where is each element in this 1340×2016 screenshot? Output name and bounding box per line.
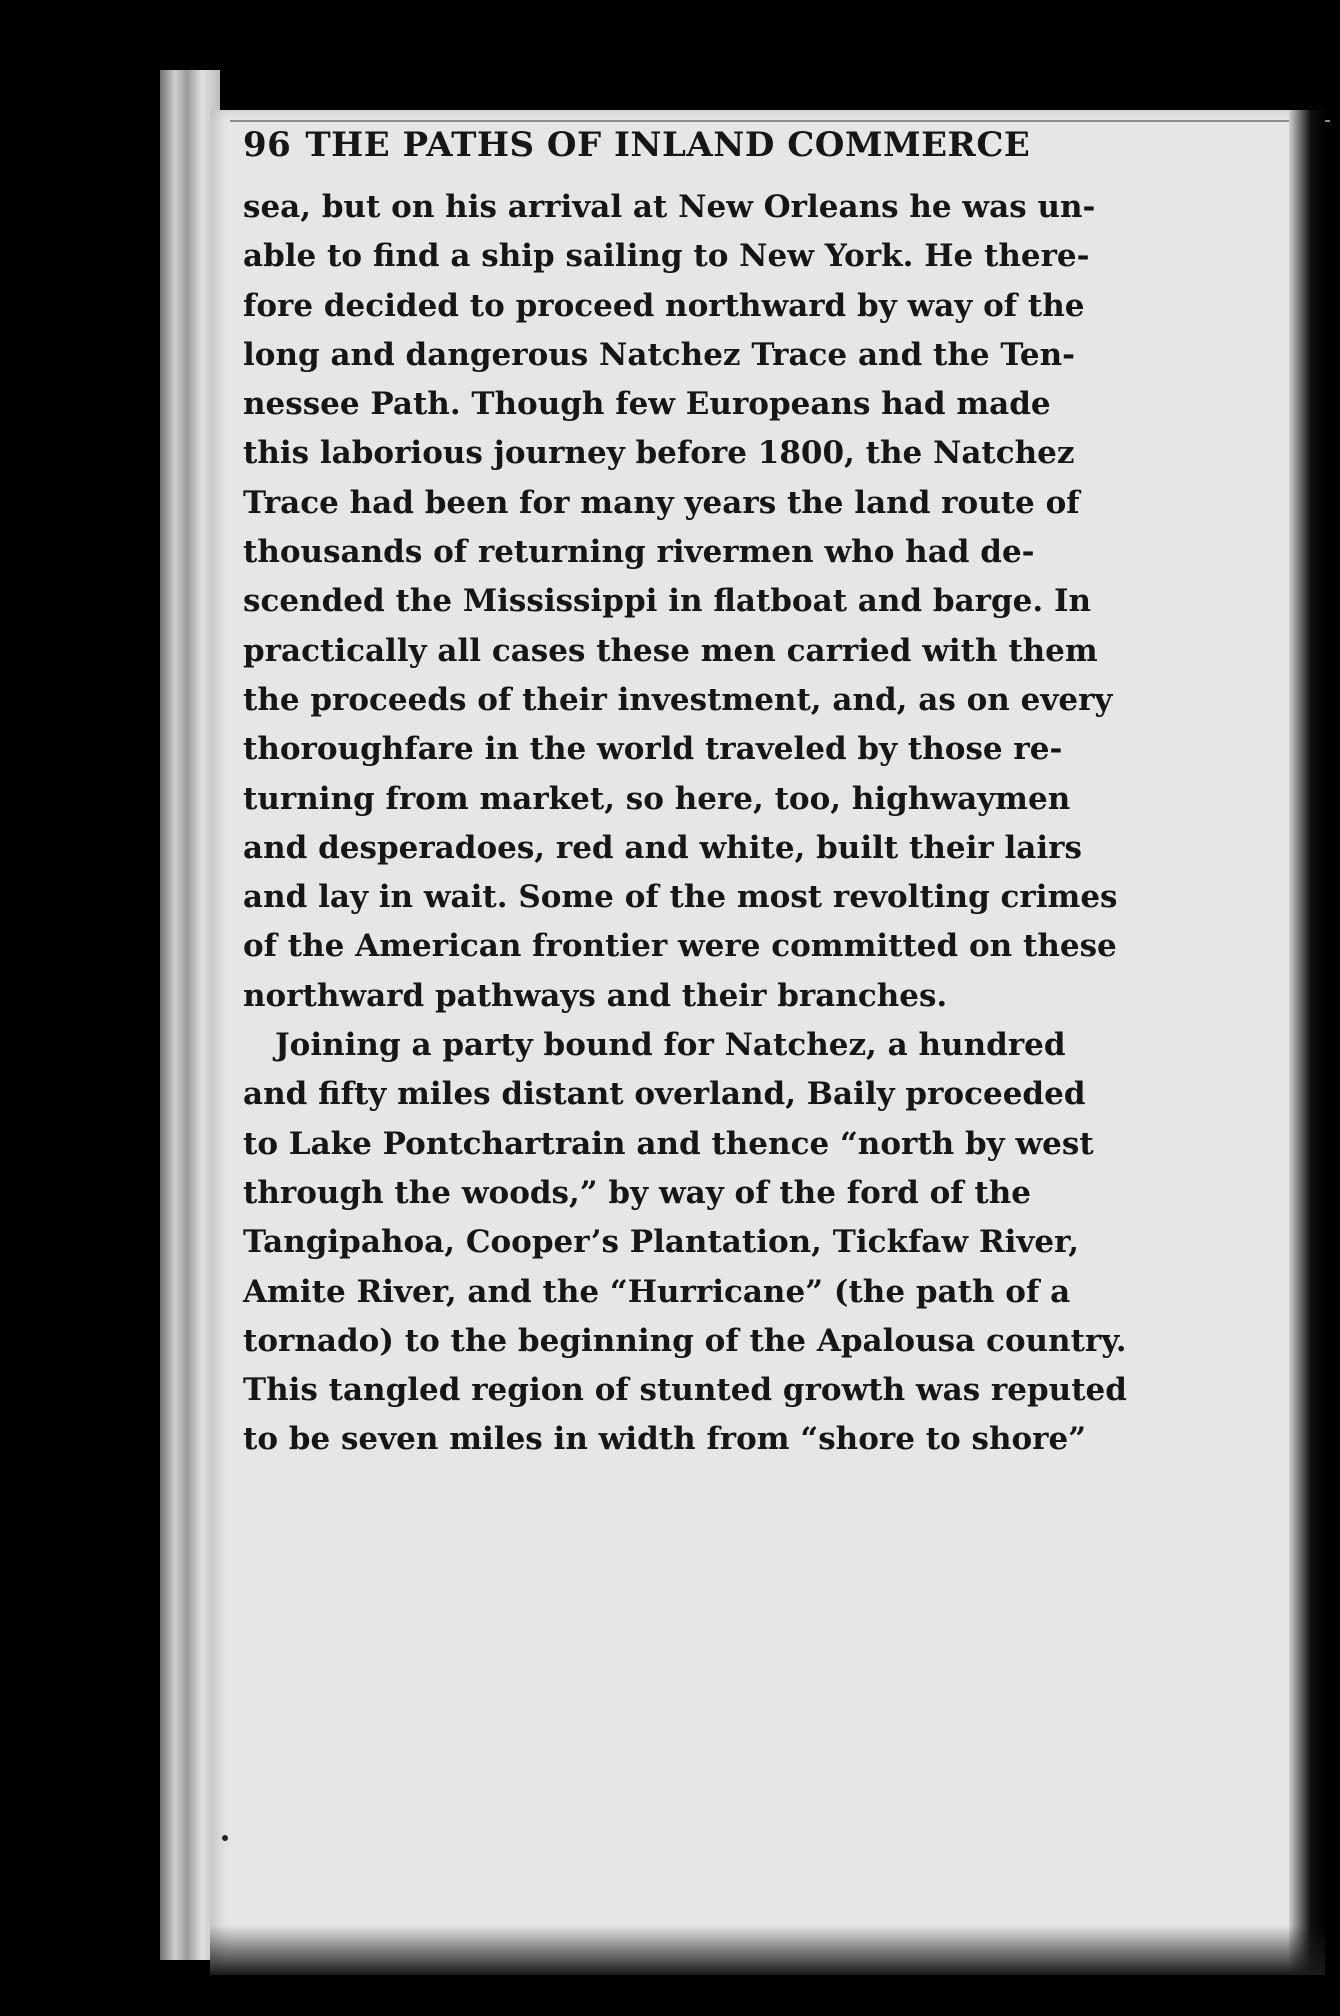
- book-binding: [1289, 110, 1325, 1975]
- text-line: Trace had been for many years the land route of: [243, 484, 1080, 521]
- paragraph: [243, 183, 1118, 1021]
- text-line: thousands of returning rivermen who had de-: [243, 534, 1035, 571]
- text-line: through the woods,” by way of the ford of the: [243, 1174, 1031, 1211]
- text-line: sea, but on his arrival at New Orleans he was un-: [243, 189, 1096, 225]
- paragraph: [243, 1021, 1127, 1465]
- text-line: scended the Mississippi in flatboat and barge. In: [243, 583, 1092, 620]
- text-line: practically all cases these men carried with them: [243, 632, 1098, 669]
- page-number: 96: [243, 125, 292, 165]
- text-line: nessee Path. Though few Europeans had made: [243, 386, 1051, 423]
- text-line: Amite River, and the “Hurricane” (the path of a: [243, 1273, 1071, 1310]
- text-line: to Lake Pontchartrain and thence “north by west: [243, 1125, 1094, 1162]
- body-text: [243, 183, 1127, 1465]
- running-header: [243, 125, 1143, 165]
- scan-speck: [222, 1835, 228, 1841]
- text-line: turning from market, so here, too, highwaymen: [243, 780, 1071, 817]
- text-line: to be seven miles in width from “shore to shore”: [243, 1421, 1087, 1458]
- top-rule: [230, 120, 1330, 122]
- text-line: This tangled region of stunted growth was reputed: [243, 1372, 1127, 1409]
- text-line: Tangipahoa, Cooper’s Plantation, Tickfaw River,: [243, 1224, 1080, 1261]
- running-title: THE PATHS OF INLAND COMMERCE: [305, 125, 1031, 165]
- bottom-shadow: [210, 1925, 1325, 1975]
- text-line: of the American frontier were committed on these: [243, 928, 1117, 965]
- text-line: Joining a party bound for Natchez, a hundred: [275, 1027, 1066, 1064]
- text-line: thoroughfare in the world traveled by those re-: [243, 731, 1063, 768]
- text-line: long and dangerous Natchez Trace and the Ten-: [243, 336, 1076, 373]
- text-line: and desperadoes, red and white, built their lairs: [243, 829, 1082, 866]
- text-line: the proceeds of their investment, and, as on every: [243, 681, 1113, 718]
- text-line: tornado) to the beginning of the Apalousa country.: [243, 1322, 1127, 1359]
- text-line: this laborious journey before 1800, the Natchez: [243, 435, 1075, 472]
- text-line: northward pathways and their branches.: [243, 977, 948, 1014]
- text-line: and fifty miles distant overland, Baily proceeded: [243, 1076, 1086, 1113]
- text-line: able to find a ship sailing to New York. He there-: [243, 238, 1090, 275]
- text-line: and lay in wait. Some of the most revolting crimes: [243, 879, 1118, 916]
- text-line: fore decided to proceed northward by way of the: [243, 287, 1085, 324]
